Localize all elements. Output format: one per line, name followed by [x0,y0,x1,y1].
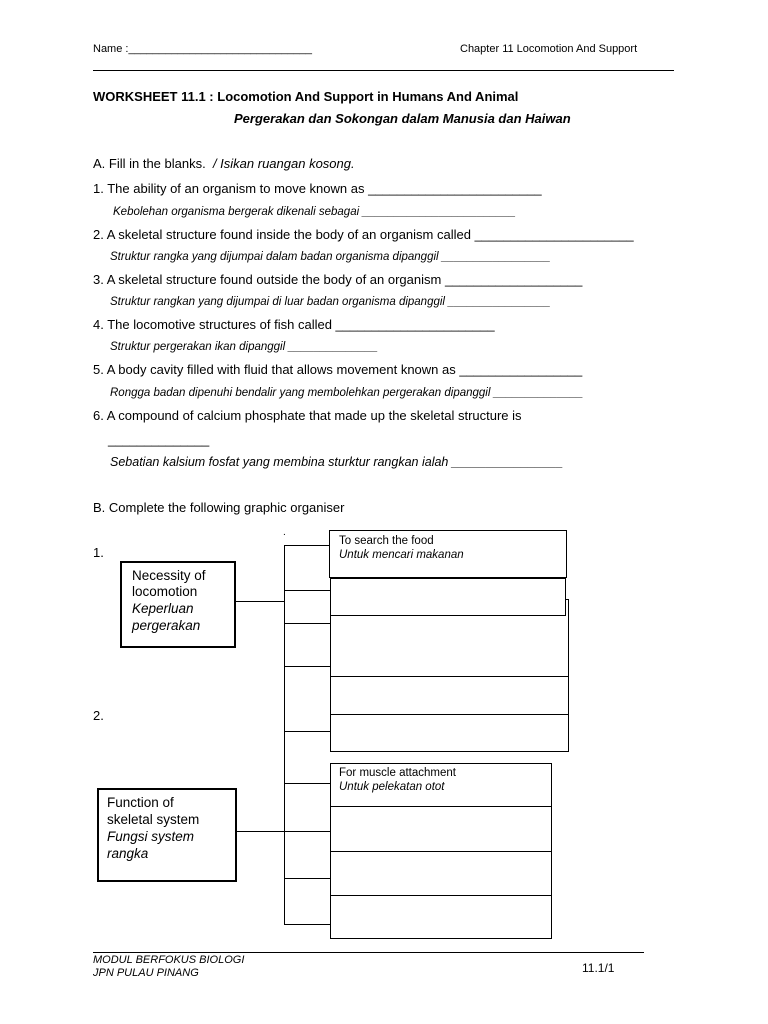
organiser-1-branch [284,590,330,591]
answer-divider [330,806,552,807]
box-text: Necessity of [132,568,206,583]
organiser-2-link [236,831,284,832]
box-text: Fungsi system [107,829,195,844]
chapter-label: Chapter 11 Locomotion And Support [460,43,638,55]
question-1-ms: Kebolehan organisma bergerak dikenali sebagai ________________________ [113,206,516,218]
question-5: 5. A body cavity filled with fluid that allows movement known as _________________ [93,362,583,377]
question-4-ms: Struktur pergerakan ikan dipanggil ______________ [110,341,378,353]
box-text: rangka [107,846,149,861]
question-6-blank: ______________ [108,432,210,447]
organiser-2-branch [284,831,330,832]
question-1: 1. The ability of an organism to move known as ________________________ [93,181,542,196]
answer-divider [330,851,552,852]
answer-text: To search the food [339,535,434,547]
footer-jpn: JPN PULAU PINANG [93,967,199,979]
organiser-1-branch [284,666,330,667]
answer-box-blank[interactable] [330,578,566,616]
header-divider [93,70,674,71]
organiser-1-branch [284,623,330,624]
box-text: locomotion [132,584,198,599]
answer-text: Untuk mencari makanan [339,549,464,561]
question-2-ms: Struktur rangka yang dijumpai dalam badan organisma dipanggil _________________ [110,251,551,263]
section-b-heading: B. Complete the following graphic organiser [93,500,345,515]
organiser-1-branch [284,731,330,732]
organiser-number-2: 2. [93,708,104,723]
page-number: 11.1/1 [582,961,615,975]
organiser-1-branch [284,783,330,784]
answer-box-search-food [329,530,567,578]
name-field-label: Name :______________________________ [93,43,312,55]
necessity-of-locomotion-box [120,561,236,648]
function-of-skeletal-system-box [97,788,237,882]
worksheet-subtitle: Pergerakan dan Sokongan dalam Manusia dan Haiwan [234,111,571,126]
question-6: 6. A compound of calcium phosphate that made up the skeletal structure is [93,408,522,423]
organiser-1-spine [284,545,285,783]
organiser-1-branch [284,545,330,546]
footer-divider [93,952,644,953]
question-6-ms: Sebatian kalsium fosfat yang membina sturktur rangkan ialah ________________ [110,455,564,469]
question-3: 3. A skeletal structure found outside the body of an organism ___________________ [93,272,583,287]
question-3-ms: Struktur rangkan yang dijumpai di luar badan organisma dipanggil ________________ [110,296,551,308]
section-a-heading: A. Fill in the blanks. / Isikan ruangan kosong. [93,156,355,171]
organiser-1-link [235,601,284,602]
box-text: skeletal system [107,812,200,827]
answer-text: Untuk pelekatan otot [339,781,445,793]
answer-divider [330,714,569,715]
organiser-2-spine [284,783,285,924]
answer-divider [330,676,569,677]
box-text: pergerakan [132,618,201,633]
stray-dot: . [283,527,286,538]
question-5-ms: Rongga badan dipenuhi bendalir yang membolehkan pergerakan dipanggil ______________ [110,387,584,399]
organiser-2-branch [284,924,330,925]
question-2: 2. A skeletal structure found inside the body of an organism called ______________________ [93,227,634,242]
question-4: 4. The locomotive structures of fish called ______________________ [93,317,495,332]
worksheet-title: WORKSHEET 11.1 : Locomotion And Support in Humans And Animal [93,89,519,104]
footer-module: MODUL BERFOKUS BIOLOGI [93,954,245,966]
organiser-number-1: 1. [93,545,104,560]
box-text: Keperluan [132,601,194,616]
answer-divider [330,895,552,896]
answer-text: For muscle attachment [339,767,456,779]
box-text: Function of [107,795,174,810]
organiser-2-branch [284,878,330,879]
